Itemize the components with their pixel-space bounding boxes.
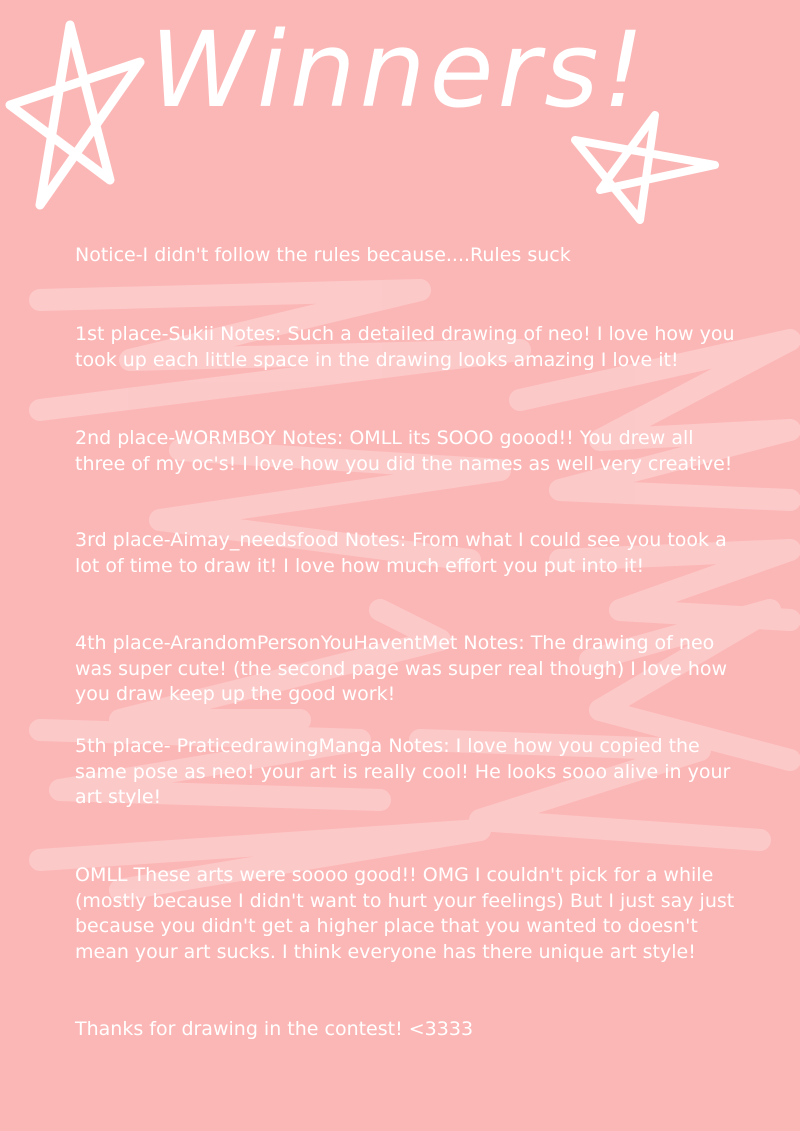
placement-1: 1st place-Sukii Notes: Such a detailed drawing of neo! I love how you took up each little space in the drawing looks amazing I love it!: [75, 323, 735, 371]
thanks-text: Thanks for drawing in the contest! <3333: [75, 1018, 474, 1040]
star-icon: [10, 25, 140, 205]
closing-text: OMLL These arts were soooo good!! OMG I couldn't pick for a while (mostly because I didn't want to hurt your feelings) But I just say just because you didn't get a higher place that you wanted to doesn't mean your art sucks. I think everyone has there unique art style!: [75, 864, 735, 963]
placement-5: 5th place- PraticedrawingManga Notes: I love how you copied the same pose as neo! your art is really cool! He looks sooo alive in your art style!: [75, 735, 731, 808]
page-title: Winners!: [150, 9, 649, 131]
placement-3: 3rd place-Aimay_needsfood Notes: From what I could see you took a lot of time to draw it! I love how much effort you put into it!: [75, 529, 727, 577]
notice-text: Notice-I didn't follow the rules because....Rules suck: [75, 244, 571, 266]
placement-4: 4th place-ArandomPersonYouHaventMet Notes: The drawing of neo was super cute! (the second page was super real though) I love how you draw keep up the good work!: [75, 632, 728, 705]
placement-2: 2nd place-WORMBOY Notes: OMLL its SOOO goood!! You drew all three of my oc's! I love how you did the names as well very creative!: [75, 427, 733, 475]
